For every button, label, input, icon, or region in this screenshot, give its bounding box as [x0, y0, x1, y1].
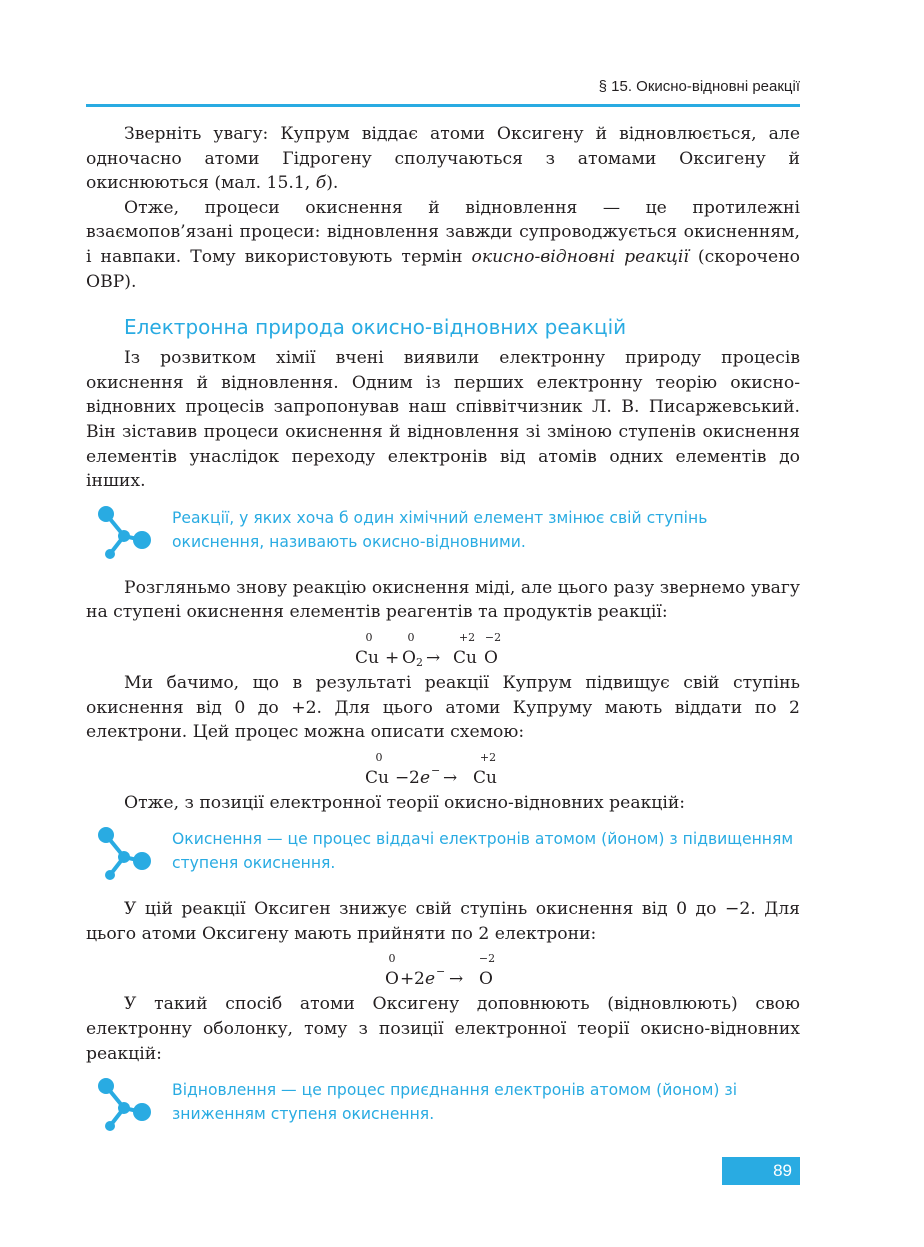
o-product: O: [484, 647, 498, 668]
paragraph-2: Отже, процеси окиснення й відновлення — це протилежні взаємопов’язані процеси: відновлення завжди супроводжується окисненням, і навпаки. Тому використовують термін окисно-відновні реакції (скорочено ОВР).: [86, 197, 800, 292]
o2-subscript: 2: [416, 655, 423, 669]
ox-cu2: +2: [458, 630, 476, 644]
ox-left: 0: [375, 750, 383, 764]
electron-charge: −: [436, 965, 446, 979]
header-rule: [86, 104, 800, 107]
paragraph-6: Отже, з позиції електронної теорії окисно-відновних реакцій:: [124, 792, 686, 813]
molecule-icon: [92, 825, 156, 887]
paragraph-3: Із розвитком хімії вчені виявили електронну природу процесів окиснення й відновлення. Одним із перших електронну теорію окисно-відновних процесів запропонував наш співвітчизник Л. В. Писаржевський. Він зіставив процеси окиснення й відновлення зі зміною ступенів окиснення елементів унаслідок переходу електронів від атомів одних елементів до інших.: [86, 348, 800, 492]
paragraph-5: Ми бачимо, що в результаті реакції Купрум підвищує свій ступінь окиснення від 0 до +2. Для цього атоми Купруму мають віддати по 2 електрони. Цей процес можна описати схемою:: [86, 672, 800, 743]
ox-cu: 0: [365, 630, 373, 644]
definition-note-1: [86, 506, 800, 562]
equation-1: [86, 629, 800, 671]
o2-symbol: O: [402, 647, 416, 668]
plus-sign: +: [400, 969, 415, 990]
ox-o2: 0: [407, 630, 415, 644]
page-number-box: [722, 1157, 800, 1185]
reaction-arrow: →: [449, 969, 464, 990]
equation-3: [86, 950, 800, 992]
note-text: Відновлення — це процес приєднання електронів атомом (йоном) зі зниженням ступеня окиснення.: [172, 1081, 738, 1124]
ox-right: −2: [478, 952, 496, 966]
paragraph-8: У такий спосіб атоми Оксигену доповнюють (відновлюють) свою електронну оболонку, тому з позиції електронної теорії окисно-відновних реакцій:: [86, 994, 800, 1064]
paragraph-4: Розгляньмо знову реакцію окиснення міді, але цього разу звернемо увагу на ступені окиснення елементів реагентів та продуктів реакції:: [86, 577, 800, 623]
reaction-arrow: →: [443, 767, 458, 788]
ox-left: 0: [388, 952, 396, 966]
page-number: 89: [773, 1161, 792, 1180]
definition-note-2: [86, 827, 800, 883]
ox-o: −2: [484, 630, 502, 644]
note-text: Реакції, у яких хоча б один хімічний елемент змінює свій ступінь окиснення, називають окисно-відновними.: [172, 508, 708, 551]
molecule-icon: [92, 1076, 156, 1138]
ox-right: +2: [479, 750, 497, 764]
molecule-icon: [92, 504, 156, 566]
o-product: O: [479, 969, 493, 990]
electron-count: 2: [409, 767, 420, 788]
cu-symbol: Cu: [365, 767, 389, 788]
paragraph-7: У цій реакції Оксиген знижує свій ступінь окиснення від 0 до −2. Для цього атоми Оксигену мають прийняти по 2 електрони:: [86, 899, 800, 944]
running-header: [86, 78, 800, 95]
cu-symbol: Cu: [355, 647, 379, 668]
definition-note-3: [86, 1078, 800, 1134]
note-text: Окиснення — це процес віддачі електронів атомом (йоном) з підвищенням ступеня окиснення.: [172, 830, 794, 873]
electron-symbol: e: [420, 767, 431, 788]
section-heading: Електронна природа окисно-відновних реакцій: [124, 315, 627, 340]
electron-symbol: e: [425, 969, 436, 990]
electron-charge: −: [431, 763, 441, 777]
reaction-arrow: →: [426, 647, 441, 668]
cu-product: Cu: [453, 647, 477, 668]
plus-sign: +: [385, 647, 400, 668]
electron-count: 2: [414, 969, 425, 990]
paragraph-1: Зверніть увагу: Купрум віддає атоми Оксигену й відновлюється, але одночасно атоми Гідрогену сполучаються з атомами Оксигену й окиснюються (мал. 15.1, б).: [86, 124, 800, 194]
page-content: [86, 122, 800, 1148]
section-title: § 15. Окисно-відновні реакції: [598, 78, 800, 95]
equation-2: [86, 749, 800, 791]
cu-product: Cu: [473, 767, 497, 788]
o-symbol: O: [385, 969, 399, 990]
minus-sign: −: [395, 767, 410, 788]
